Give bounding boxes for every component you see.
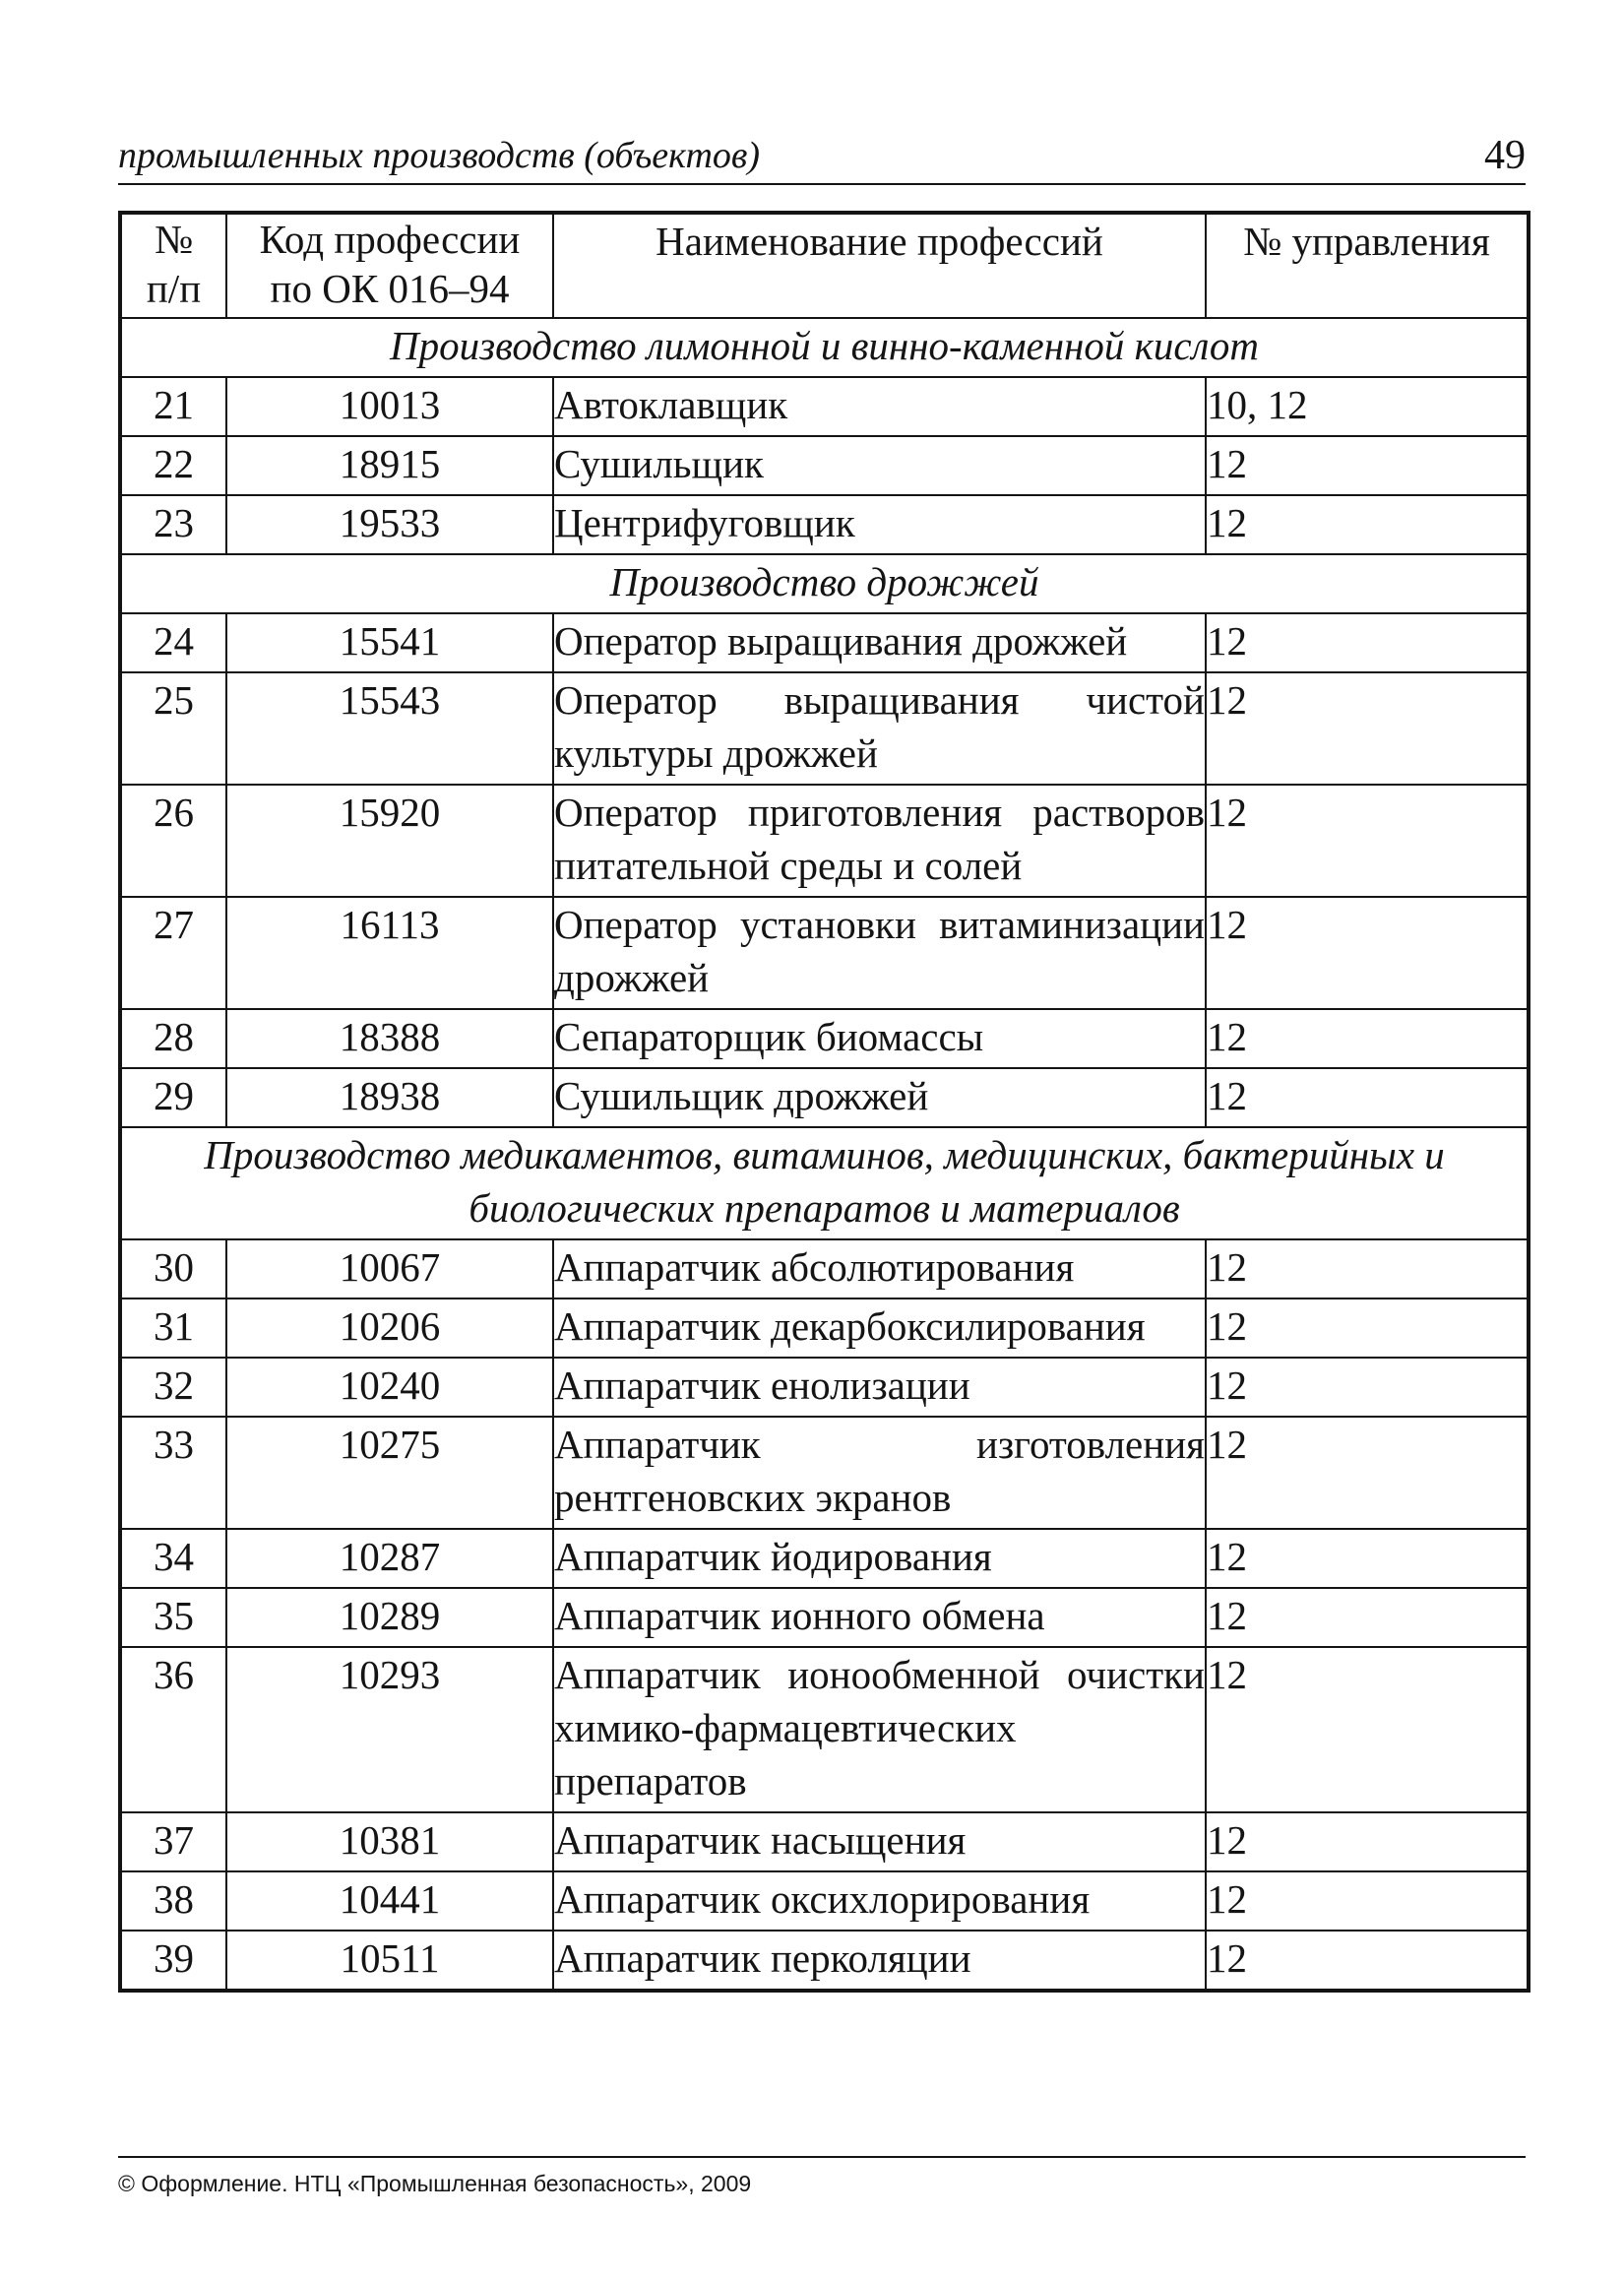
table-row xyxy=(120,1009,1529,1068)
profession-code: 10013 xyxy=(226,377,553,436)
table-row xyxy=(120,495,1529,554)
column-header-name: Наименование профессий xyxy=(553,213,1206,318)
profession-code: 19533 xyxy=(226,495,553,554)
table-body xyxy=(120,318,1529,1991)
row-number: 32 xyxy=(120,1358,226,1417)
row-number: 27 xyxy=(120,897,226,1009)
row-number: 38 xyxy=(120,1871,226,1931)
department-number: 12 xyxy=(1206,1588,1529,1647)
profession-name: Аппаратчик декарбоксилирования xyxy=(553,1298,1206,1358)
department-number: 12 xyxy=(1206,1812,1529,1871)
profession-code: 18938 xyxy=(226,1068,553,1127)
profession-name: Аппаратчик ионного обмена xyxy=(553,1588,1206,1647)
department-number: 12 xyxy=(1206,1298,1529,1358)
footer-copyright: © Оформление. НТЦ «Промышленная безопасность», 2009 xyxy=(118,2171,752,2196)
profession-code: 10289 xyxy=(226,1588,553,1647)
table-row xyxy=(120,1358,1529,1417)
department-number: 12 xyxy=(1206,785,1529,897)
profession-code: 15920 xyxy=(226,785,553,897)
profession-name: Автоклавщик xyxy=(553,377,1206,436)
professions-table xyxy=(118,211,1530,1993)
profession-code: 10067 xyxy=(226,1239,553,1298)
section-row xyxy=(120,1127,1529,1239)
department-number: 12 xyxy=(1206,1358,1529,1417)
department-number: 12 xyxy=(1206,1647,1529,1812)
row-number: 35 xyxy=(120,1588,226,1647)
section-title: Производство лимонной и винно-каменной кислот xyxy=(120,318,1529,377)
row-number: 21 xyxy=(120,377,226,436)
profession-code: 10293 xyxy=(226,1647,553,1812)
row-number: 28 xyxy=(120,1009,226,1068)
profession-code: 10287 xyxy=(226,1529,553,1588)
table-row xyxy=(120,1417,1529,1529)
profession-name: Аппаратчик изготовления рентгеновских экранов xyxy=(553,1417,1206,1529)
profession-name: Сушильщик дрожжей xyxy=(553,1068,1206,1127)
table-row xyxy=(120,1239,1529,1298)
table-row xyxy=(120,436,1529,495)
table-row xyxy=(120,1529,1529,1588)
page-number: 49 xyxy=(1484,133,1526,178)
profession-code: 15543 xyxy=(226,672,553,785)
row-number: 24 xyxy=(120,613,226,672)
department-number: 12 xyxy=(1206,436,1529,495)
footer-divider xyxy=(118,2156,1526,2158)
department-number: 12 xyxy=(1206,495,1529,554)
section-row xyxy=(120,318,1529,377)
department-number: 12 xyxy=(1206,1009,1529,1068)
row-number: 36 xyxy=(120,1647,226,1812)
department-number: 12 xyxy=(1206,1529,1529,1588)
profession-code: 10240 xyxy=(226,1358,553,1417)
department-number: 12 xyxy=(1206,1417,1529,1529)
profession-name: Аппаратчик ионообменной очистки химико-фармацевтических препаратов xyxy=(553,1647,1206,1812)
running-header xyxy=(118,126,1526,185)
section-title: Производство дрожжей xyxy=(120,554,1529,613)
profession-name: Оператор выращивания дрожжей xyxy=(553,613,1206,672)
section-row xyxy=(120,554,1529,613)
department-number: 12 xyxy=(1206,672,1529,785)
department-number: 12 xyxy=(1206,1871,1529,1931)
department-number: 10, 12 xyxy=(1206,377,1529,436)
column-header-code: Код профессии по ОК 016–94 xyxy=(226,213,553,318)
table-row xyxy=(120,1068,1529,1127)
table-row xyxy=(120,1588,1529,1647)
profession-code: 16113 xyxy=(226,897,553,1009)
profession-code: 18388 xyxy=(226,1009,553,1068)
row-number: 29 xyxy=(120,1068,226,1127)
table-row xyxy=(120,1298,1529,1358)
column-header-number: № п/п xyxy=(120,213,226,318)
profession-name: Сепараторщик биомассы xyxy=(553,1009,1206,1068)
department-number: 12 xyxy=(1206,1931,1529,1991)
profession-code: 10511 xyxy=(226,1931,553,1991)
row-number: 26 xyxy=(120,785,226,897)
profession-name: Оператор приготовления растворов питательной среды и солей xyxy=(553,785,1206,897)
profession-name: Аппаратчик енолизации xyxy=(553,1358,1206,1417)
table-row xyxy=(120,1931,1529,1991)
table-row xyxy=(120,377,1529,436)
row-number: 31 xyxy=(120,1298,226,1358)
section-title: Производство медикаментов, витаминов, медицинских, бактерийных и биологических препаратов и материалов xyxy=(120,1127,1529,1239)
table-row xyxy=(120,897,1529,1009)
row-number: 33 xyxy=(120,1417,226,1529)
profession-code: 10441 xyxy=(226,1871,553,1931)
table-row xyxy=(120,785,1529,897)
row-number: 22 xyxy=(120,436,226,495)
department-number: 12 xyxy=(1206,613,1529,672)
row-number: 39 xyxy=(120,1931,226,1991)
header-title: промышленных производств (объектов) xyxy=(118,135,761,176)
row-number: 25 xyxy=(120,672,226,785)
row-number: 37 xyxy=(120,1812,226,1871)
table-row xyxy=(120,1871,1529,1931)
row-number: 23 xyxy=(120,495,226,554)
table-row xyxy=(120,1647,1529,1812)
row-number: 30 xyxy=(120,1239,226,1298)
profession-name: Аппаратчик оксихлорирования xyxy=(553,1871,1206,1931)
profession-code: 10275 xyxy=(226,1417,553,1529)
profession-name: Аппаратчик насыщения xyxy=(553,1812,1206,1871)
profession-name: Центрифуговщик xyxy=(553,495,1206,554)
table-header-row xyxy=(120,213,1529,318)
department-number: 12 xyxy=(1206,1239,1529,1298)
profession-name: Оператор установки витаминизации дрожжей xyxy=(553,897,1206,1009)
profession-code: 10206 xyxy=(226,1298,553,1358)
table-row xyxy=(120,613,1529,672)
profession-code: 18915 xyxy=(226,436,553,495)
table-row xyxy=(120,1812,1529,1871)
table-row xyxy=(120,672,1529,785)
profession-name: Оператор выращивания чистой культуры дрожжей xyxy=(553,672,1206,785)
profession-name: Аппаратчик йодирования xyxy=(553,1529,1206,1588)
profession-name: Аппаратчик абсолютирования xyxy=(553,1239,1206,1298)
department-number: 12 xyxy=(1206,897,1529,1009)
column-header-department: № управления xyxy=(1206,213,1529,318)
department-number: 12 xyxy=(1206,1068,1529,1127)
profession-name: Аппаратчик перколяции xyxy=(553,1931,1206,1991)
row-number: 34 xyxy=(120,1529,226,1588)
profession-code: 10381 xyxy=(226,1812,553,1871)
profession-name: Сушильщик xyxy=(553,436,1206,495)
profession-code: 15541 xyxy=(226,613,553,672)
